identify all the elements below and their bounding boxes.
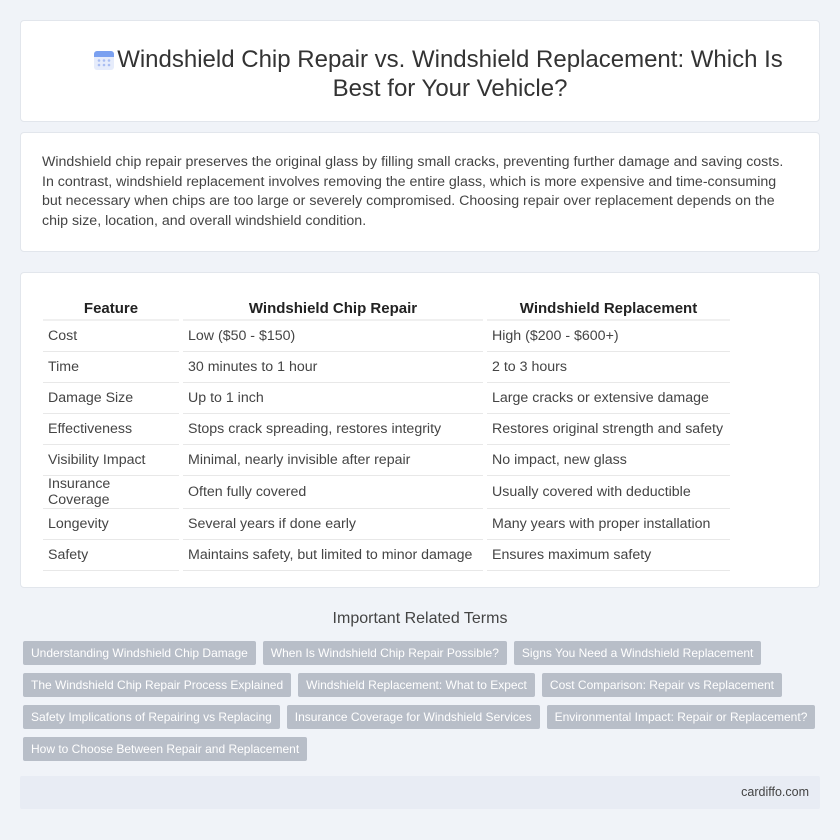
related-term-tag[interactable]: Windshield Replacement: What to Expect — [298, 673, 535, 697]
table-cell: Up to 1 inch — [183, 383, 483, 414]
table-cell: Longevity — [43, 509, 179, 540]
table-cell: High ($200 - $600+) — [487, 321, 730, 352]
table-row — [43, 540, 730, 571]
table-row — [43, 476, 730, 509]
table-row — [43, 414, 730, 445]
table-cell: Low ($50 - $150) — [183, 321, 483, 352]
related-term-tag[interactable]: Insurance Coverage for Windshield Services — [287, 705, 540, 729]
table-cell: 2 to 3 hours — [487, 352, 730, 383]
table-cell: Many years with proper installation — [487, 509, 730, 540]
related-term-tag[interactable]: Understanding Windshield Chip Damage — [23, 641, 256, 665]
table-header: Windshield Chip Repair — [183, 295, 483, 321]
related-term-tag[interactable]: The Windshield Chip Repair Process Explained — [23, 673, 291, 697]
table-row — [43, 445, 730, 476]
table-cell: Cost — [43, 321, 179, 352]
related-term-tag[interactable]: When Is Windshield Chip Repair Possible? — [263, 641, 507, 665]
table-row — [43, 509, 730, 540]
table-cell: Stops crack spreading, restores integrity — [183, 414, 483, 445]
table-cell: Often fully covered — [183, 476, 483, 509]
table-cell: 30 minutes to 1 hour — [183, 352, 483, 383]
table-cell: Insurance Coverage — [43, 476, 179, 509]
table-cell: Several years if done early — [183, 509, 483, 540]
table-cell: Visibility Impact — [43, 445, 179, 476]
table-cell: Large cracks or extensive damage — [487, 383, 730, 414]
related-term-tag[interactable]: Cost Comparison: Repair vs Replacement — [542, 673, 782, 697]
related-terms-row — [23, 641, 823, 665]
table-header: Feature — [43, 295, 179, 321]
table-cell: Ensures maximum safety — [487, 540, 730, 571]
related-term-tag[interactable]: Signs You Need a Windshield Replacement — [514, 641, 761, 665]
related-terms-row — [23, 705, 823, 729]
table-cell: Damage Size — [43, 383, 179, 414]
table-cell: Restores original strength and safety — [487, 414, 730, 445]
table-cell: Time — [43, 352, 179, 383]
footer — [20, 776, 820, 809]
header-card — [20, 20, 820, 122]
related-terms-title: Important Related Terms — [332, 610, 508, 627]
table-header-row — [43, 295, 730, 321]
table-cell: Maintains safety, but limited to minor damage — [183, 540, 483, 571]
footer-site-link[interactable]: cardiffo.com — [741, 785, 809, 799]
table-cell: Usually covered with deductible — [487, 476, 730, 509]
table-row — [43, 352, 730, 383]
related-terms-list — [23, 641, 823, 769]
related-term-tag[interactable]: Safety Implications of Repairing vs Replacing — [23, 705, 280, 729]
comparison-card — [20, 272, 820, 588]
page-title: Windshield Chip Repair vs. Windshield Replacement: Which Is Best for Your Vehicle? — [117, 46, 783, 102]
related-term-tag[interactable]: How to Choose Between Repair and Replacement — [23, 737, 307, 761]
table-header: Windshield Replacement — [487, 295, 730, 321]
intro-card — [20, 132, 820, 252]
table-cell: Effectiveness — [43, 414, 179, 445]
comparison-table — [43, 295, 730, 571]
table-cell: Safety — [43, 540, 179, 571]
table-row — [43, 321, 730, 352]
related-terms-row — [23, 673, 823, 697]
intro-paragraph: Windshield chip repair preserves the original glass by filling small cracks, preventing further damage and saving costs. In contrast, windshield replacement involves removing the entire glass, which is more expensive and time-consuming but necessary when chips are too large or severely compromised. Choosing repair over replacement depends on the chip size, location, and overall windshield condition. — [42, 154, 784, 229]
table-cell: Minimal, nearly invisible after repair — [183, 445, 483, 476]
related-terms-row — [23, 737, 823, 761]
related-term-tag[interactable]: Environmental Impact: Repair or Replacement? — [547, 705, 816, 729]
table-cell: No impact, new glass — [487, 445, 730, 476]
table-row — [43, 383, 730, 414]
